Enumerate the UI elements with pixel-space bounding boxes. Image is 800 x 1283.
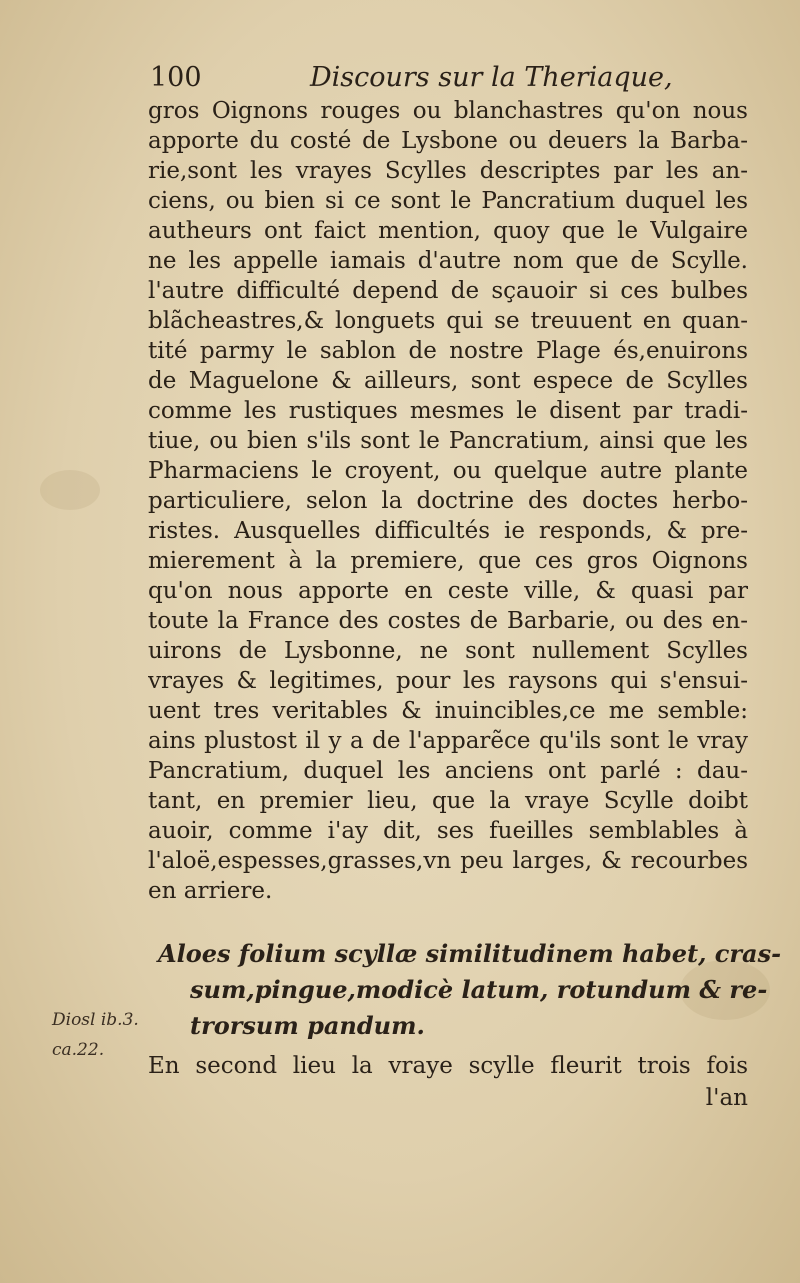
text-line: apporte du costé de Lysbone ou deuers la Barba- xyxy=(148,128,748,154)
quote-line: sum,pingue,modicè latum, rotundum & re- xyxy=(190,975,768,1004)
text-line: Pharmaciens le croyent, ou quelque autre plante xyxy=(148,458,748,484)
text-line: ains plustost il y a de l'apparẽce qu'ils sont le vray xyxy=(148,728,748,754)
page-header xyxy=(150,58,750,98)
text-line: uent tres veritables & inuincibles,ce me semble: xyxy=(148,698,748,724)
margin-citation-line: Diosl ib.3. xyxy=(52,1010,139,1030)
page-number: 100 xyxy=(150,62,202,93)
text-line: ciens, ou bien si ce sont le Pancratium duquel les xyxy=(148,188,748,214)
text-line: toute la France des costes de Barbarie, ou des en- xyxy=(148,608,748,634)
text-line: tiue, ou bien s'ils sont le Pancratium, ainsi que les xyxy=(148,428,748,454)
following-paragraph xyxy=(148,1050,748,1114)
paper-stain xyxy=(40,470,100,510)
text-line: l'aloë,espesses,grasses,vn peu larges, & recourbes xyxy=(148,848,748,874)
text-line: mierement à la premiere, que ces gros Oignons xyxy=(148,548,748,574)
text-line: ristes. Ausquelles difficultés ie responds, & pre- xyxy=(148,518,748,544)
text-line: rie,sont les vrayes Scylles descriptes par les an- xyxy=(148,158,748,184)
margin-citation xyxy=(52,1005,139,1065)
text-line: vrayes & legitimes, pour les raysons qui s'ensui- xyxy=(148,668,748,694)
text-line: tant, en premier lieu, que la vraye Scylle doibt xyxy=(148,788,748,814)
text-line: l'an xyxy=(705,1085,748,1111)
text-line: particuliere, selon la doctrine des doctes herbo- xyxy=(148,488,748,514)
text-line: blãcheastres,& longuets qui se treuuent en quan- xyxy=(148,308,748,334)
text-line: gros Oignons rouges ou blanchastres qu'on nous xyxy=(148,98,748,124)
text-line: tité parmy le sablon de nostre Plage és,enuirons xyxy=(148,338,748,364)
running-title: Discours sur la Theriaque, xyxy=(310,62,673,93)
text-line: uirons de Lysbonne, ne sont nullement Scylles xyxy=(148,638,748,664)
text-line: qu'on nous apporte en ceste ville, & quasi par xyxy=(148,578,748,604)
text-line: Pancratium, duquel les anciens ont parlé : dau- xyxy=(148,758,748,784)
text-line: auoir, comme i'ay dit, ses fueilles semblables à xyxy=(148,818,748,844)
text-line: autheurs ont faict mention, quoy que le Vulgaire xyxy=(148,218,748,244)
latin-quotation xyxy=(158,936,782,1044)
main-text xyxy=(148,96,782,1114)
text-line: comme les rustiques mesmes le disent par tradi- xyxy=(148,398,748,424)
quote-line: Aloes folium scyllæ similitudinem habet, cras- xyxy=(158,939,782,968)
text-line: En second lieu la vraye scylle fleurit trois fois xyxy=(148,1053,748,1079)
text-line: de Maguelone & ailleurs, sont espece de Scylles xyxy=(148,368,748,394)
text-line: ne les appelle iamais d'autre nom que de Scylle. xyxy=(148,248,748,274)
margin-citation-line: ca.22. xyxy=(52,1040,105,1060)
quote-line: trorsum pandum. xyxy=(190,1011,425,1040)
text-line: l'autre difficulté depend de sçauoir si ces bulbes xyxy=(148,278,748,304)
text-line: en arriere. xyxy=(148,878,273,904)
